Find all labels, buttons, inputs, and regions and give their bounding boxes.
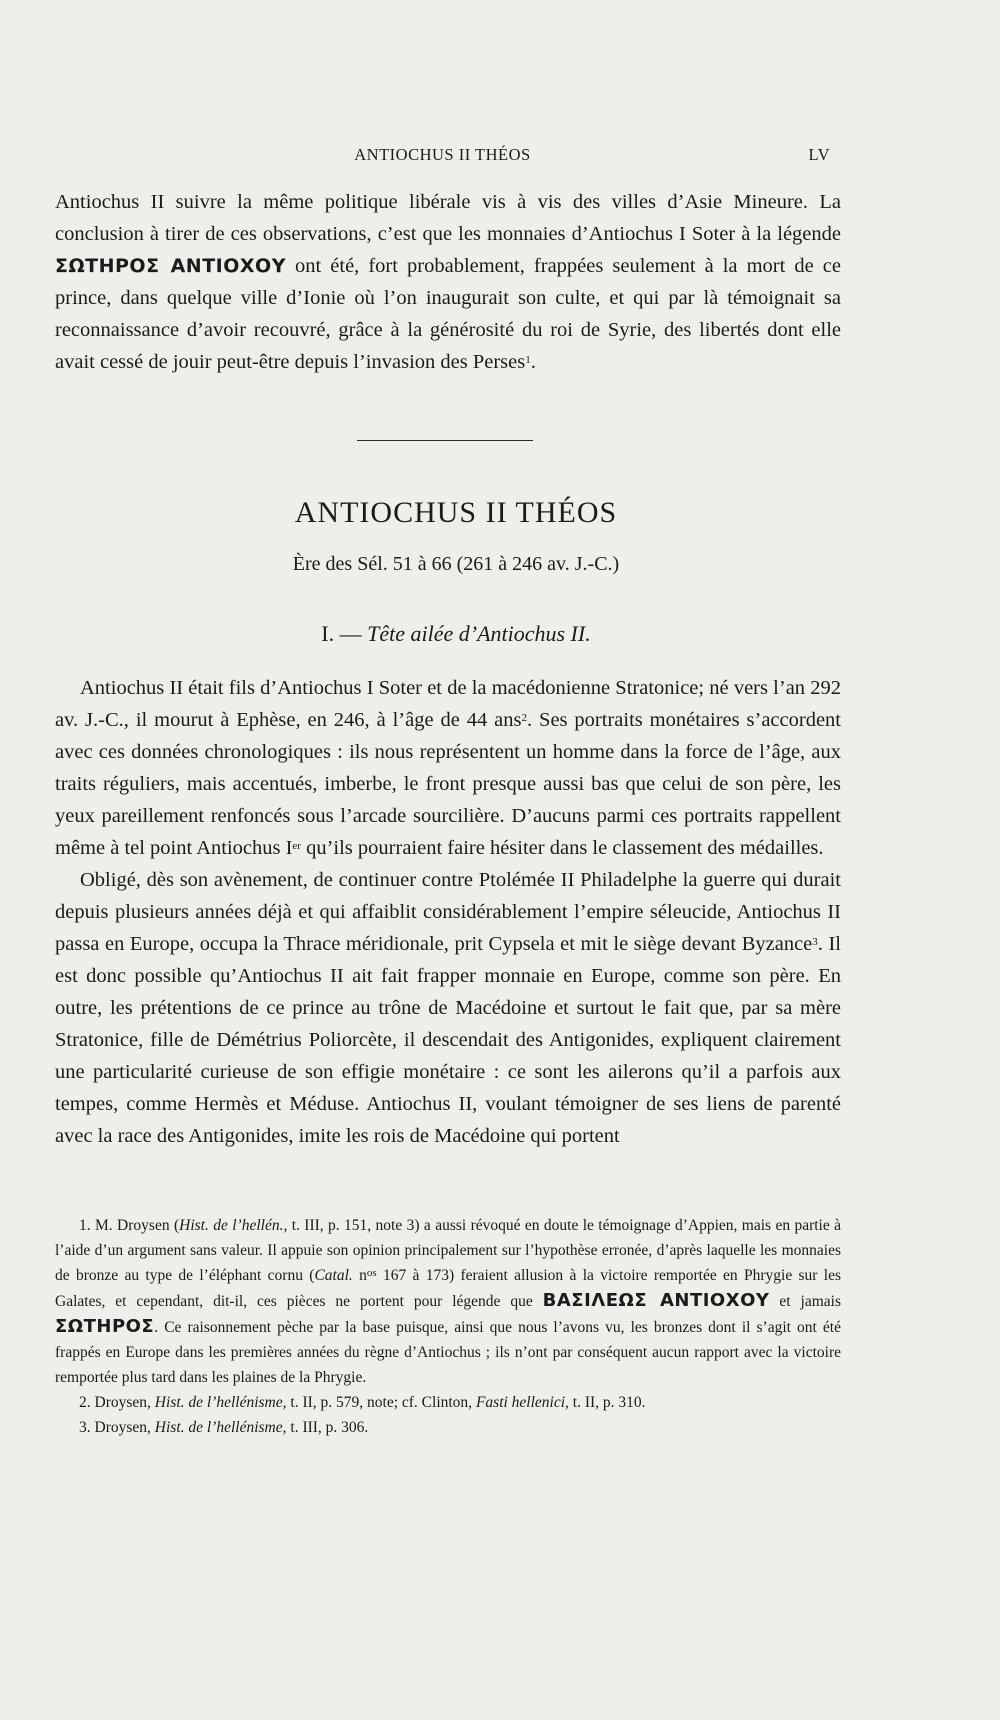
section-title: Tête ailée d’Antiochus II.: [367, 621, 591, 646]
text-run: Antiochus II suivre la même politique libérale vis à vis des villes d’Asie Mineure. La conclusion à tirer de ces observations, c’est que les monnaies d’Antiochus I Soter à la légende: [55, 191, 841, 245]
citation: Hist. de l’hellénisme: [154, 1394, 283, 1411]
greek-legend: ΣΩΤΗΡΟΣ ΑΝΤΙΟΧΟΥ: [55, 255, 286, 277]
running-title: ANTIOCHUS II THÉOS: [354, 145, 531, 164]
text-run: 1. M. Droysen (: [79, 1217, 180, 1234]
text-run: 2. Droysen,: [79, 1394, 155, 1411]
chapter-title: ANTIOCHUS II THÉOS: [294, 496, 618, 529]
section-heading: [0, 621, 956, 647]
text-run: . Ses portraits monétaires s’accordent avec ces données chronologiques : ils nous représentent un homme dans la force de l’âge, aux traits réguliers, mais accentués, imberbe, le front presque aussi bas que celui de son père, les yeux pareillement renfoncés sous l’arcade sourcilière. D’aucuns parmi ces portraits rappellent même à tel point Antiochus I: [55, 709, 841, 859]
text-run: n: [352, 1267, 367, 1284]
intro-paragraph: [55, 186, 841, 378]
greek-legend: ΣΩΤΗΡΟΣ: [55, 1316, 155, 1337]
chapter-era: Ère des Sél. 51 à 66 (261 à 246 av. J.-C.): [292, 553, 620, 575]
footnote-3: [55, 1415, 841, 1440]
text-run: , t. III, p. 306.: [282, 1419, 369, 1436]
greek-legend: ΒΑΣΙΛΕΩΣ ΑΝΤΙΟΧΟΥ: [542, 1290, 770, 1311]
text-run: Antiochus II était fils d’Antiochus I Soter et de la macédonienne Stratonice; né vers l’an 292 av. J.-C., il mourut à Ephèse, en 246, à l’âge de 44 ans: [55, 677, 841, 731]
superscript: er: [292, 840, 301, 852]
text-run: . Ce raisonnement pèche par la base puisque, ainsi que nous l’avons vu, les bronzes dont il s’agit ont été frappés en Europe dans les premières années du règne d’Antiochus ; ils n’ont par conséquent aucun rapport avec la victoire remportée plus tard dans les plaines de la Phrygie.: [55, 1319, 841, 1386]
section-number: I. —: [321, 621, 362, 646]
citation: Catal.: [314, 1267, 353, 1284]
text-run: ont été, fort probablement, frappées seulement à la mort de ce prince, dans quelque ville d’Ionie où l’on inaugurait son culte, et qui par là témoignait sa reconnaissance d’avoir recouvré, grâce à la générosité du roi de Syrie, des libertés dont elle avait cessé de jouir peut-être depuis l’invasion des Perses: [55, 255, 841, 373]
citation: Hist. de l’hellénisme: [154, 1419, 283, 1436]
text-run: , t. III, p. 151, note 3) a aussi révoqué en doute le témoignage d’Appien, mais en partie à l’aide d’un argument sans valeur. Il appuie son opinion principalement sur l’hypothèse erronée, d’après laquelle les monnaies de bronze au type de l’éléphant cornu (: [55, 1217, 842, 1284]
text-run: 3. Droysen,: [79, 1419, 155, 1436]
paragraph: [55, 864, 841, 1152]
text-run: , t. II, p. 310.: [565, 1394, 646, 1411]
citation: Hist. de l’hellén.: [179, 1217, 284, 1234]
section-divider: [357, 440, 533, 441]
text-run: 167 à 173) feraient allusion à la victoire remportée en Phrygie sur les Galates, et cependant, dit-il, ces pièces ne portent pour légende que: [55, 1267, 842, 1310]
text-run: Obligé, dès son avènement, de continuer contre Ptolémée II Philadelphe la guerre qui durait depuis plusieurs années déjà et qui affaiblit considérablement l’empire séleucide, Antiochus II passa en Europe, occupa la Thrace méridionale, prit Cypsela et mit le siège devant Byzance: [55, 869, 841, 955]
page-number: LV: [808, 145, 830, 164]
footnote-ref: 3: [812, 936, 818, 948]
main-text: [55, 672, 841, 1152]
citation: Fasti hellenici: [475, 1394, 566, 1411]
text-run: et jamais: [769, 1293, 841, 1310]
text-run: . Il est donc possible qu’Antiochus II ait fait frapper monnaie en Europe, comme son père. En outre, les prétentions de ce prince au trône de Macédoine et surtout le fait que, par sa mère Stratonice, fille de Démétrius Poliorcète, il descendait des Antigonides, expliquent clairement une particularité curieuse de son effigie monétaire : ce sont les ailerons qu’il a parfois aux tempes, comme Hermès et Méduse. Antiochus II, voulant témoigner de ses liens de parenté avec la race des Antigonides, imite les rois de Macédoine qui portent: [55, 933, 841, 1147]
footnote-ref: 2: [521, 712, 527, 724]
footnote-ref: 1: [525, 354, 531, 366]
text-run: , t. II, p. 579, note; cf. Clinton,: [282, 1394, 476, 1411]
footnote-2: [55, 1390, 841, 1415]
paragraph: [55, 672, 841, 864]
superscript: os: [366, 1267, 377, 1279]
text-run: qu’ils pourraient faire hésiter dans le classement des médailles.: [300, 837, 824, 859]
text-run: .: [530, 351, 536, 373]
footnote-1: [55, 1213, 841, 1390]
footnotes: [55, 1213, 841, 1440]
